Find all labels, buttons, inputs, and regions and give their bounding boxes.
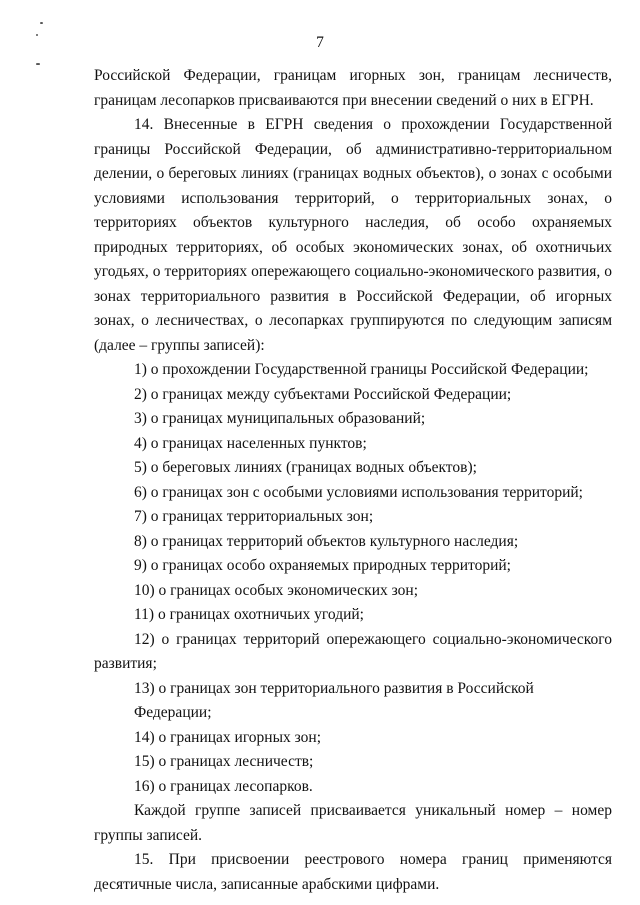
list-item: 5) о береговых линиях (границах водных объектов);: [134, 459, 477, 476]
paragraph-continuation: Российской Федерации, границам игорных зон, границам лесничеств, границам лесопарков присваиваются при внесении сведений о них в ЕГРН.: [94, 67, 612, 109]
list-item: 9) о границах особо охраняемых природных территорий;: [134, 557, 511, 574]
list-item: 15) о границах лесничеств;: [134, 753, 314, 770]
list-item: 1) о прохождении Государственной границы Российской Федерации;: [134, 361, 589, 378]
list-item: 14) о границах игорных зон;: [134, 728, 322, 746]
scan-speck: [40, 22, 43, 24]
list-item: 16) о границах лесопарков.: [134, 777, 313, 795]
page-number: 7: [316, 34, 324, 51]
list-item: 2) о границах между субъектами Российской Федерации;: [134, 385, 512, 403]
list-item: 11) о границах охотничьих угодий;: [134, 606, 364, 623]
list-item: 6) о границах зон с особыми условиями использования территорий;: [134, 483, 583, 501]
paragraph-group-numbers: Каждой группе записей присваивается уникальный номер – номер группы записей.: [94, 802, 612, 844]
list-item: 12) о границах территорий опережающего социально-экономического развития;: [94, 630, 612, 672]
list-item: 13) о границах зон территориального развития в Российской Федерации;: [134, 679, 534, 721]
scan-speck: [36, 63, 40, 65]
list-item: 8) о границах территорий объектов культурного наследия;: [134, 532, 519, 550]
document-body: [94, 64, 612, 897]
list-item: 3) о границах муниципальных образований;: [134, 410, 426, 427]
list-item: 7) о границах территориальных зон;: [134, 508, 374, 525]
paragraph-14: 14. Внесенные в ЕГРН сведения о прохождении Государственной границы Российской Федерации, об административно-территориальном делении, о береговых линиях (границах водных объектов), о зонах с особыми условиями использования территорий, о территориальных зонах, о территориях объектов культурного наследия, об особо охраняемых природных территориях, об особых экономических зонах, об охотничьих угодьях, о территориях опережающего социально-экономического развития, о зонах территориального развития в Российской Федерации, об игорных зонах, о лесничествах, о лесопарках группируются по следующим записям (далее – группы записей):: [94, 116, 612, 354]
list-item: 4) о границах населенных пунктов;: [134, 434, 367, 452]
paragraph-15: 15. При присвоении реестрового номера границ применяются десятичные числа, записанные арабскими цифрами.: [94, 851, 612, 893]
list-item: 10) о границах особых экономических зон;: [134, 581, 419, 599]
